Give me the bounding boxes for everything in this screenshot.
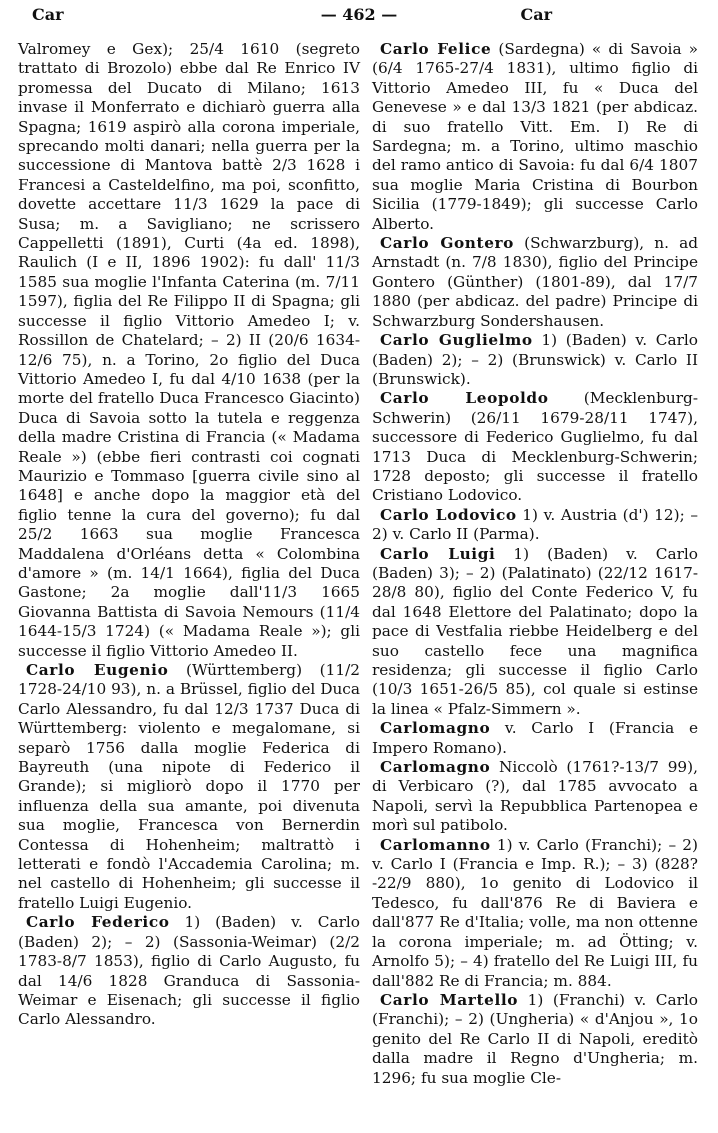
entry-headword: Carlo Eugenio <box>26 661 169 679</box>
entry-headword: Carlomanno <box>380 835 491 854</box>
entry-text: (Mecklenburg-Schwerin) (26/11 1679-28/11 1747), successore di Federico Guglielmo, fu dal 1713 Duca di Mecklenburg-Schwerin; 1728 deposto; gli successe il fratello Cristiano Lodovico. <box>372 389 698 505</box>
entry-headword: Carlomagno <box>380 719 491 738</box>
entry-headword: Carlomagno <box>380 758 491 777</box>
entry-headword: Carlo Federico <box>26 913 170 932</box>
entry-text: 1) v. Carlo (Franchi); – 2) v. Carlo I (Francia e Imp. R.); – 3) (828?-22/9 880), 1o genito di Lodovico il Tedesco, fu dall'876 Re di Baviera e dall'877 Re d'Italia; volle, ma non ottenne la corona imperiale; m. ad Ötting; v. Arnolfo 5); – 4) fratello del Re Luigi III, fu dall'882 Re di Francia; m. 884. <box>372 835 698 990</box>
dictionary-entry <box>372 389 698 505</box>
page-number: — 462 — <box>320 5 398 24</box>
dictionary-entry <box>18 913 360 1029</box>
dictionary-entry <box>372 991 698 1088</box>
entry-text: 1) (Franchi) v. Carlo (Franchi); – 2) (Ungheria) « d'Anjou », 1o genito del Re Carlo II di Napoli, ereditò dalla madre il Regno d'Ungheria; m. 1296; fu sua moglie Cle- <box>372 990 698 1087</box>
entry-text: (Sardegna) « di Savoia » (6/4 1765-27/4 1831), ultimo figlio di Vittorio Amedeo III, fu « Duca del Genevese » e dal 13/3 1821 (per abdicaz. di suo fratello Vitt. Em. I) Re di Sardegna; m. a Torino, ultimo maschio del ramo antico di Savoia: fu dal 6/4 1807 sua moglie Maria Cristina di Bourbon Sicilia (1779-1849); gli successe Carlo Alberto. <box>372 40 699 233</box>
entry-text: (Schwarzburg), n. ad Arnstadt (n. 7/8 1830), figlio del Principe Gontero (Günther) (1801-89), dal 17/7 1880 (per abdicaz. del padre) Principe di Schwarzburg Sondershausen. <box>372 234 699 330</box>
dictionary-entry <box>372 506 698 545</box>
entry-text: Valromey e Gex); 25/4 1610 (segreto trattato di Brozolo) ebbe dal Re Enrico IV promessa del Ducato di Milano; 1613 invase il Monferrato e dichiarò guerra alla Spagna; 1619 aspirò alla corona imperiale, sprecando molti danari; nella guerra per la successione di Mantova battè 2/3 1628 i Francesi a Casteldelfino, ma poi, sconfitto, dovette accettare 11/3 1629 la pace di Susa; m. a Savigliano; ne scrissero Cappelletti (1891), Curti (4a ed. 1898), Raulich (I e II, 1896 1902): fu dall' 11/3 1585 sua moglie l'Infanta Caterina (m. 7/11 1597), figlia del Re Filippo II di Spagna; gli successe il figlio Vittorio Amedeo I; v. Rossillon de Chatelard; – 2) II (20/6 1634-12/6 75), n. a Torino, 2o figlio del Duca Vittorio Amedeo I, fu dal 4/10 1638 (per la morte del fratello Duca Francesco Giacinto) Duca di Savoia sotto la tutela e reggenza della madre Cristina di Francia (« Madama Reale ») (ebbe fieri contrasti coi cognati Maurizio e Tommaso [guerra civile sino al 1648] e anche dopo la maggior età del figlio tenne la cura del governo); fu dal 25/2 1663 sua moglie Francesca Maddalena d'Orléans detta « Colombina d'amore » (m. 14/1 1664), figlia del Duca Gastone; 2a moglie dall'11/3 1665 Giovanna Battista di Savoia Nemours (11/4 1644-15/3 1724) (« Madama Reale »); gli successe il figlio Vittorio Amedeo II. <box>18 40 360 660</box>
entry-text: 1) (Baden) v. Carlo (Baden) 2); – 2) (Sassonia-Weimar) (2/2 1783-8/7 1853), figlio di Carlo Augusto, fu dal 14/6 1828 Granduca di Sassonia-Weimar e Eisenach; gli successe il figlio Carlo Alessandro. <box>18 913 360 1029</box>
header-right-keyword: Car <box>520 5 552 24</box>
entry-headword: Carlo Leopoldo <box>380 389 549 408</box>
entry-text: Niccolò (1761?-13/7 99), di Verbicaro (?), dal 1785 avvocato a Napoli, servì la Repubblica Partenopea e morì sul patibolo. <box>372 758 698 835</box>
entry-headword: Carlo Luigi <box>380 544 496 563</box>
dictionary-entry <box>372 758 698 836</box>
dictionary-entry <box>372 719 698 758</box>
header-left-keyword: Car <box>32 5 64 24</box>
dictionary-entry <box>372 545 698 720</box>
entry-text: (Württemberg) (11/2 1728-24/10 93), n. a Brüssel, figlio del Duca Carlo Alessandro, fu dal 12/3 1737 Duca di Württemberg: violento e megalomane, si separò 1756 dalla moglie Federica di Bayreuth (una nipote di Federico il Grande); si migliorò dopo il 1770 per influenza della sua amante, poi divenuta sua moglie, Francesca von Bernerdin Contessa di Hohenheim; maltrattò i letterati e fondò l'Accademia Carolina; m. nel castello di Hohenheim; gli successe il fratello Luigi Eugenio. <box>18 661 360 912</box>
entry-text: 1) v. Austria (d') 12); – 2) v. Carlo II (Parma). <box>372 505 698 544</box>
entry-headword: Carlo Felice <box>380 40 492 58</box>
page-header <box>0 0 718 30</box>
dictionary-entry <box>372 836 698 991</box>
dictionary-entry <box>372 40 698 234</box>
right-column <box>372 40 698 1088</box>
left-column <box>18 40 360 1030</box>
entry-text: 1) (Baden) v. Carlo (Baden) 2); – 2) (Brunswick) v. Carlo II (Brunswick). <box>372 331 699 388</box>
entry-headword: Carlo Lodovico <box>380 505 517 524</box>
dictionary-entry <box>372 234 698 331</box>
dictionary-entry <box>372 331 698 389</box>
dictionary-entry <box>18 661 360 913</box>
entry-text: v. Carlo I (Francia e Impero Romano). <box>372 719 698 757</box>
entry-continuation <box>18 40 360 661</box>
entry-headword: Carlo Gontero <box>380 234 514 253</box>
entry-headword: Carlo Guglielmo <box>380 331 533 350</box>
entry-headword: Carlo Martello <box>380 990 519 1009</box>
entry-text: 1) (Baden) v. Carlo (Baden) 3); – 2) (Palatinato) (22/12 1617-28/8 80), figlio del Conte Federico V, fu dal 1648 Elettore del Palatinato; dopo la pace di Vestfalia riebbe Heidelberg e del suo castello fece una magnifica residenza; gli successe il figlio Carlo (10/3 1651-26/5 85), col quale si estinse la linea « Pfalz-Simmern ». <box>372 544 699 718</box>
